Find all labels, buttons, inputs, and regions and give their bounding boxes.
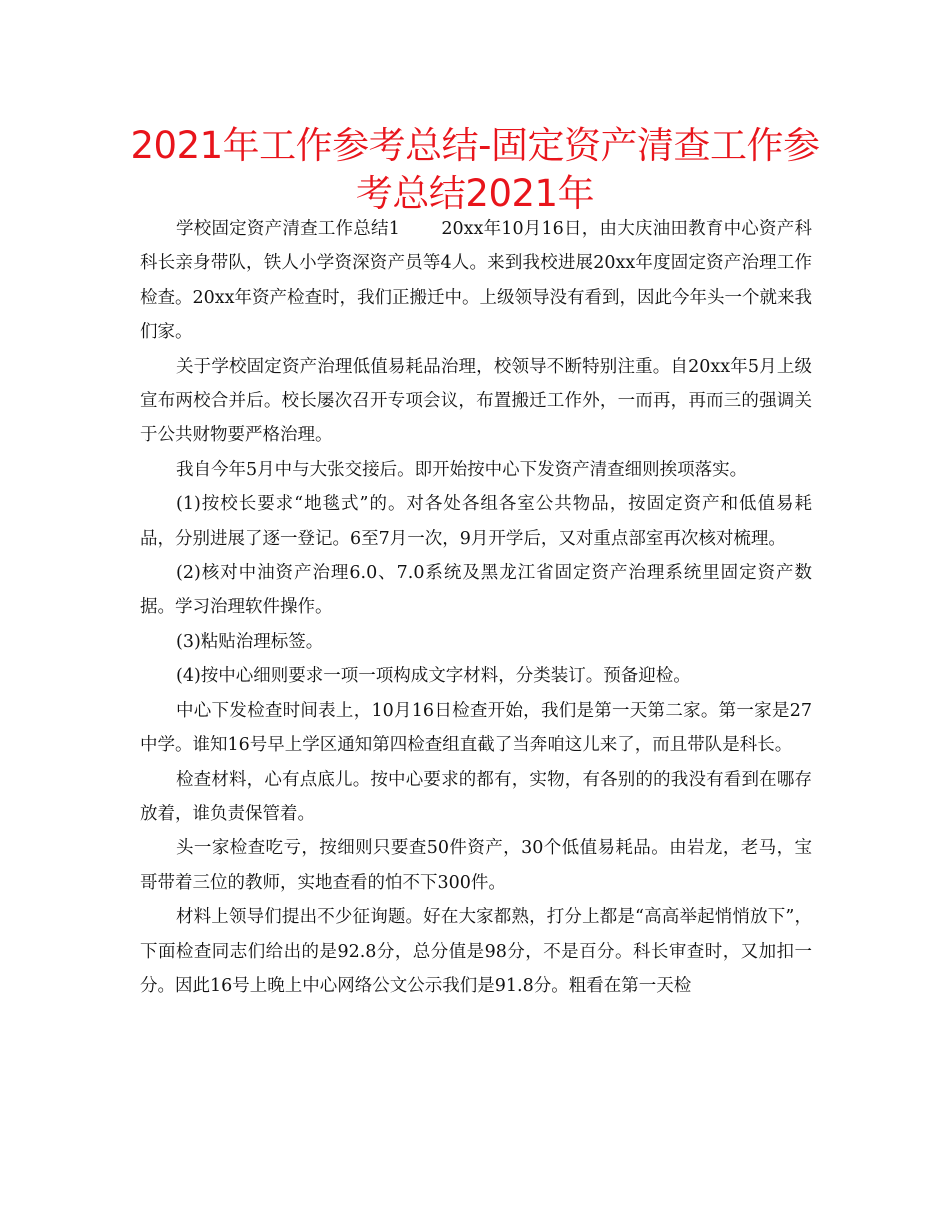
paragraph-7: (4)按中心细则要求一项一项构成文字材料，分类装订。预备迎检。 xyxy=(176,666,691,687)
paragraph-11: 材料上领导们提出不少征询题。好在大家都熟，打分上都是“高高举起悄悄放下”，下面检查同志们给出的是92.8分，总分值是98分，不是百分。科长审查时，又加扣一分。因此16号上晚上中心网络公文公示我们是91.8分。粗看在第一天检 xyxy=(140,907,812,996)
paragraph-4: (1)按校长要求“地毯式”的。对各处各组各室公共物品，按固定资产和低值易耗品，分别进展了逐一登记。6至7月一次，9月开学后，又对重点部室再次核对梳理。 xyxy=(140,494,812,549)
paragraph-2: 关于学校固定资产治理低值易耗品治理，校领导不断特别注重。自20xx年5月上级宣布两校合并后。校长屡次召开专项会议，布置搬迁工作外，一而再，再而三的强调关于公共财物要严格治理。 xyxy=(140,356,812,446)
document-body xyxy=(140,212,812,1003)
paragraph-10: 头一家检查吃亏，按细则只要查50件资产，30个低值易耗品。由岩龙，老马，宝哥带着三位的教师，实地查看的怕不下300件。 xyxy=(140,838,812,893)
paragraph-8: 中心下发检查时间表上，10月16日检查开始，我们是第一天第二家。第一家是27中学。谁知16号早上学区通知第四检查组直截了当奔咱这儿来了，而且带队是科长。 xyxy=(140,700,812,756)
paragraph-5: (2)核对中油资产治理6.0、7.0系统及黑龙江省固定资产治理系统里固定资产数据。学习治理软件操作。 xyxy=(140,563,812,618)
document-title: 2021年工作参考总结-固定资产清查工作参考总结2021年 xyxy=(130,124,820,215)
paragraph-6: (3)粘贴治理标签。 xyxy=(176,631,324,652)
paragraph-1: 学校固定资产清查工作总结1 20xx年10月16日，由大庆油田教育中心资产科科长亲身带队，铁人小学资深资产员等4人。来到我校进展20xx年度固定资产治理工作检查。20xx年资产检查时，我们正搬迁中。上级领导没有看到，因此今年头一个就来我们家。 xyxy=(140,219,813,343)
paragraph-9: 检查材料，心有点底儿。按中心要求的都有，实物，有各别的的我没有看到在哪存放着，谁负责保管着。 xyxy=(140,769,812,824)
paragraph-3: 我自今年5月中与大张交接后。即开始按中心下发资产清查细则挨项落实。 xyxy=(176,459,748,480)
